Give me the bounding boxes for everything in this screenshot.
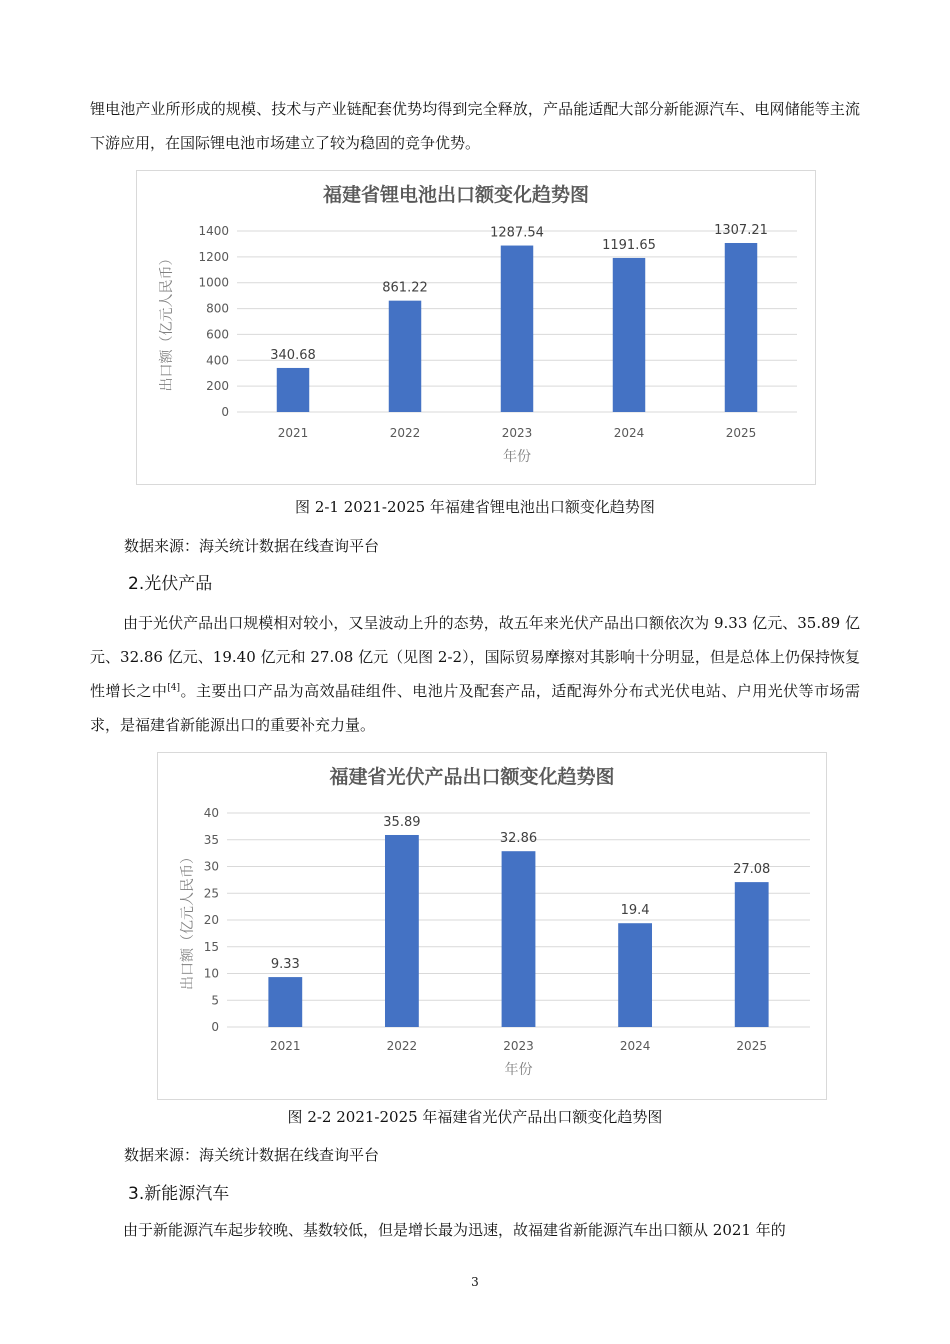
page-number: 3 <box>471 1275 479 1289</box>
bar <box>389 301 421 412</box>
bar <box>501 246 533 412</box>
y-tick-label: 5 <box>211 993 219 1008</box>
paragraph-pv-products <box>90 606 860 742</box>
data-source-note: 数据来源：海关统计数据在线查询平台 <box>124 1146 380 1164</box>
section-heading-nev: 3.新能源汽车 <box>128 1184 230 1204</box>
data-label: 9.33 <box>270 957 300 973</box>
y-tick-label: 400 <box>206 353 229 368</box>
paragraph-nev <box>90 1213 860 1247</box>
y-tick-label: 0 <box>211 1020 219 1034</box>
data-label: 861.22 <box>382 280 428 296</box>
figure-caption-2-2: 图 2-2 2021-2025 年福建省光伏产品出口额变化趋势图 <box>287 1108 663 1126</box>
x-tick-label: 2024 <box>619 1039 651 1053</box>
data-label: 340.68 <box>270 347 316 363</box>
x-tick-label: 2025 <box>736 1039 767 1053</box>
y-axis-title: 出口额（亿元人民币） <box>180 850 196 990</box>
y-tick-label: 200 <box>206 379 229 394</box>
section-heading-pv: 2.光伏产品 <box>128 574 213 594</box>
x-tick-label: 2021 <box>277 426 309 440</box>
y-tick-label: 20 <box>203 913 219 927</box>
chart-lithium-svg <box>137 171 815 484</box>
y-tick-label: 1000 <box>198 275 229 290</box>
figure-caption-2-1: 图 2-1 2021-2025 年福建省锂电池出口额变化趋势图 <box>295 498 655 516</box>
bar <box>613 258 645 412</box>
chart-title: 福建省锂电池出口额变化趋势图 <box>322 184 590 206</box>
y-tick-label: 25 <box>203 886 219 901</box>
data-source-note: 数据来源：海关统计数据在线查询平台 <box>124 537 380 555</box>
chart-lithium-exports <box>136 170 816 485</box>
bar <box>277 368 309 412</box>
x-tick-label: 2021 <box>270 1039 301 1053</box>
y-tick-label: 0 <box>221 405 229 419</box>
citation-ref: [4] <box>167 683 181 693</box>
data-label: 27.08 <box>733 862 771 878</box>
data-label: 1287.54 <box>490 225 544 241</box>
x-tick-label: 2023 <box>503 1039 534 1053</box>
y-axis-title: 出口额（亿元人民币） <box>159 251 175 392</box>
chart-pv-exports <box>157 752 827 1100</box>
bar <box>268 977 302 1027</box>
y-tick-label: 10 <box>203 966 219 981</box>
x-tick-label: 2022 <box>389 426 421 440</box>
y-tick-label: 1200 <box>198 249 229 264</box>
bar <box>385 835 419 1027</box>
y-tick-label: 800 <box>206 301 229 316</box>
y-tick-label: 40 <box>203 806 219 820</box>
bar <box>735 882 769 1027</box>
y-tick-label: 35 <box>203 832 219 847</box>
y-tick-label: 1400 <box>198 224 229 238</box>
x-tick-label: 2023 <box>501 426 533 440</box>
paragraph-text: 锂电池产业所形成的规模、技术与产业链配套优势均得到完全释放，产品能适配大部分新能源汽车、电网储能等主流下游应用，在国际锂电池市场建立了较为稳固的竞争优势。 <box>90 100 860 152</box>
x-axis-title: 年份 <box>503 449 531 465</box>
x-tick-label: 2024 <box>613 426 645 440</box>
y-tick-label: 600 <box>206 327 229 342</box>
paragraph-text: 由于光伏产品出口规模相对较小，又呈波动上升的态势，故五年来光伏产品出口额依次为 9.33 亿元、35.89 亿元、32.86 亿元、19.40 亿元和 27.08 亿元（见图 2-2），国际贸易摩擦对其影响十分明显，但是总体上仍保持恢复性增长之中 <box>90 614 860 700</box>
data-label: 35.89 <box>383 814 421 830</box>
data-label: 32.86 <box>499 831 538 847</box>
x-tick-label: 2022 <box>386 1039 418 1053</box>
bar <box>618 923 652 1027</box>
paragraph-text: 由于新能源汽车起步较晚、基数较低，但是增长最为迅速，故福建省新能源汽车出口额从 2021 年的 <box>123 1221 786 1239</box>
chart-pv-svg <box>158 753 826 1099</box>
chart-title: 福建省光伏产品出口额变化趋势图 <box>329 766 615 788</box>
paragraph-text: 。主要出口产品为高效晶硅组件、电池片及配套产品，适配海外分布式光伏电站、户用光伏等市场需求，是福建省新能源出口的重要补充力量。 <box>90 682 860 734</box>
data-label: 19.4 <box>620 903 650 919</box>
x-axis-title: 年份 <box>504 1062 533 1078</box>
data-label: 1191.65 <box>602 237 656 253</box>
bar <box>502 851 536 1027</box>
y-tick-label: 15 <box>203 939 219 954</box>
y-tick-label: 30 <box>203 859 219 874</box>
paragraph-lithium-conclusion <box>90 92 860 160</box>
data-label: 1307.21 <box>714 222 768 238</box>
x-tick-label: 2025 <box>725 426 757 440</box>
bar <box>725 243 757 412</box>
